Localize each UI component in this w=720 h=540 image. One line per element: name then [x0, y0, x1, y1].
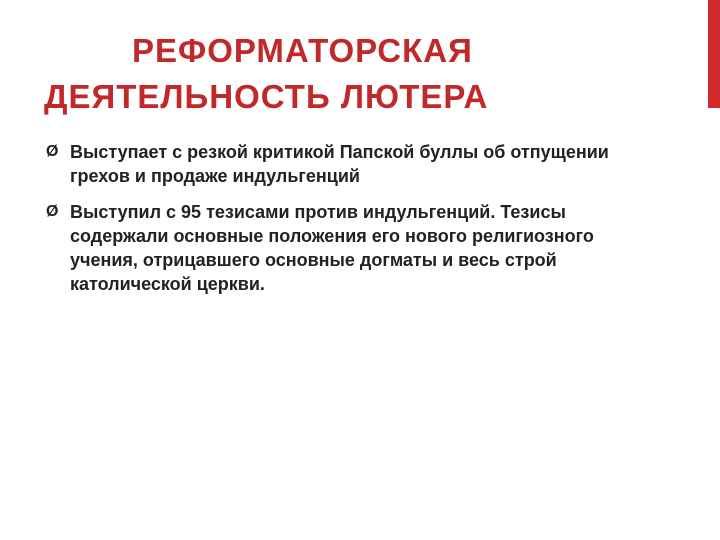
accent-bar — [708, 0, 720, 108]
list-item — [44, 140, 644, 188]
title-line-1: РЕФОРМАТОРСКАЯ — [132, 32, 473, 69]
list-item — [44, 200, 644, 296]
title-line-2: ДЕЯТЕЛЬНОСТЬ ЛЮТЕРА — [44, 78, 489, 115]
arrow-bullet-icon: Ø — [46, 203, 59, 220]
bullet-text: Выступает с резкой критикой Папской буллы об отпущении грехов и продаже индульгенций — [70, 142, 609, 186]
bullet-list — [44, 140, 644, 308]
slide-title — [44, 28, 644, 120]
bullet-text: Выступил с 95 тезисами против индульгенций. Тезисы содержали основные положения его нового религиозного учения, отрицавшего основные догматы и весь строй католической церкви. — [70, 202, 594, 294]
arrow-bullet-icon: Ø — [46, 143, 59, 160]
